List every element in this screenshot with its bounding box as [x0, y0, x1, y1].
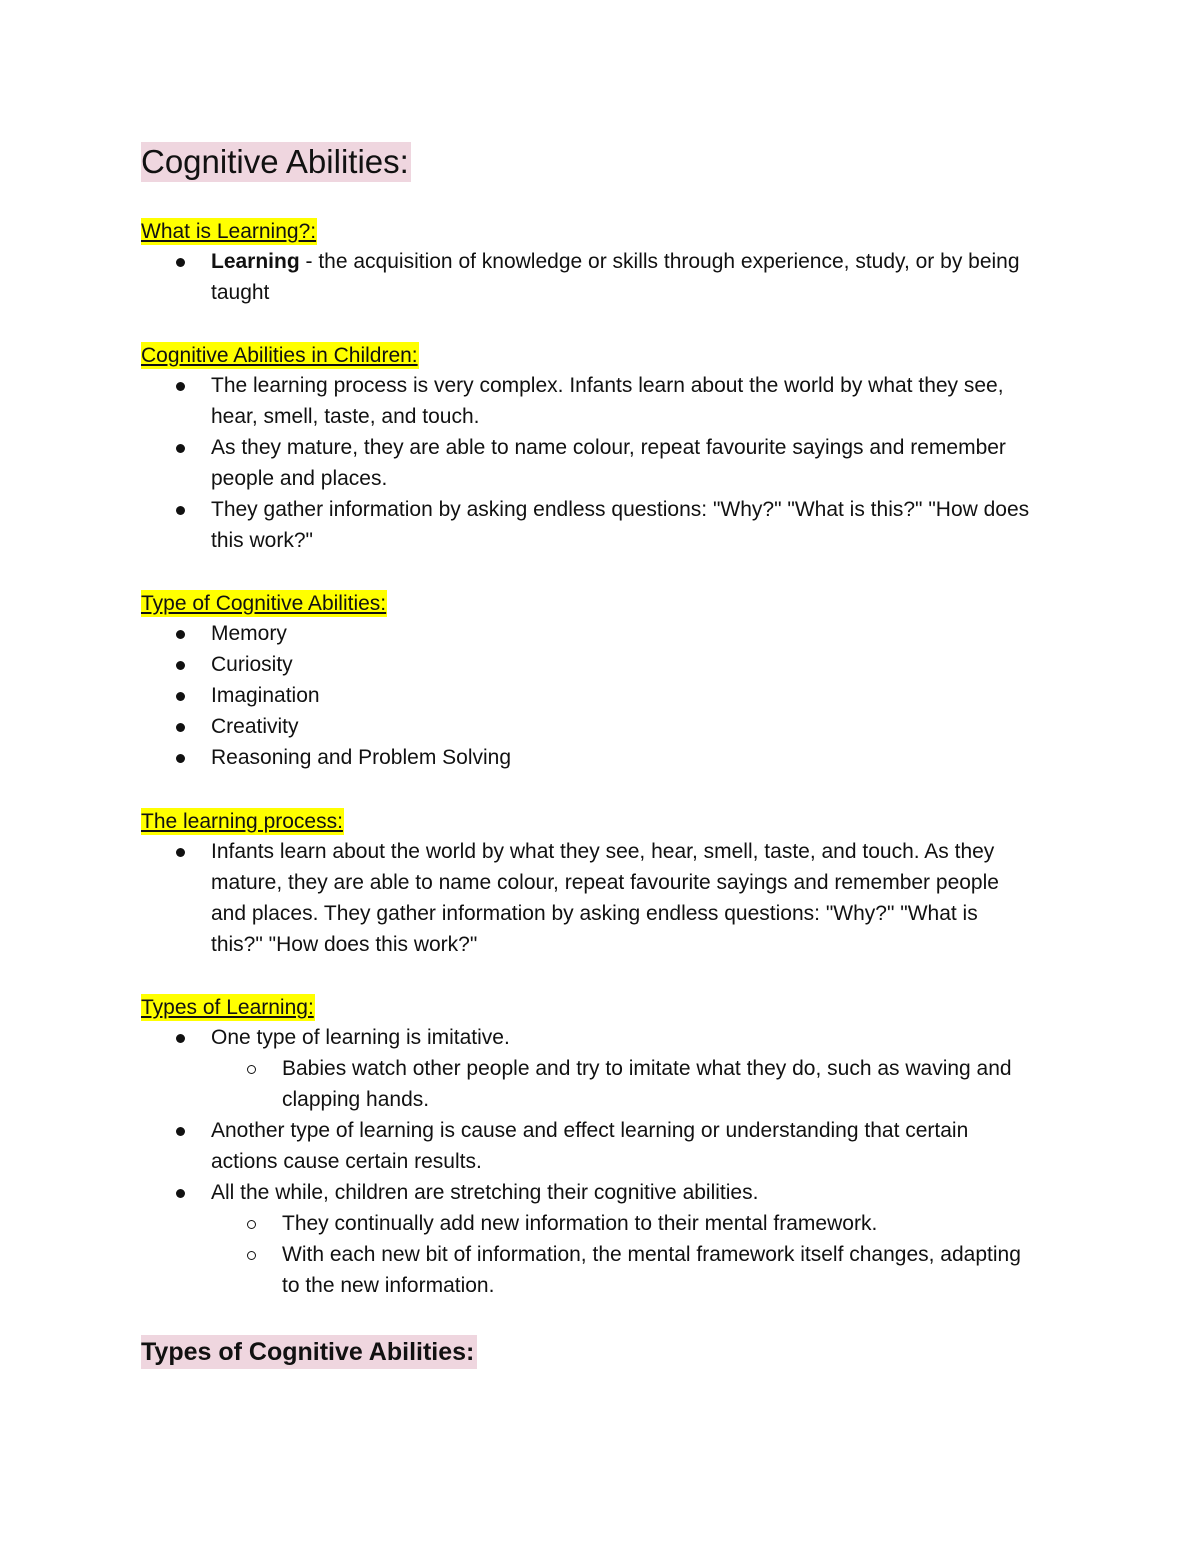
- list-item: [211, 246, 1031, 308]
- list-item-text: Imagination: [211, 684, 320, 707]
- section-heading-type-of-cognitive-abilities: Type of Cognitive Abilities:: [141, 592, 387, 615]
- list-item: [211, 618, 1031, 649]
- list-item-text: One type of learning is imitative.: [211, 1026, 510, 1049]
- bullet-icon: [176, 382, 185, 391]
- list-item-text: All the while, children are stretching their cognitive abilities.: [211, 1181, 759, 1204]
- list-item: [211, 711, 1031, 742]
- sub-list-item: [282, 1053, 1042, 1115]
- bullet-icon: [176, 848, 185, 857]
- bullet-icon: [176, 1189, 185, 1198]
- bullet-icon: [176, 258, 185, 267]
- list-item-text: Memory: [211, 622, 287, 645]
- list-item-text: With each new bit of information, the mental framework itself changes, adapting to the new information.: [282, 1243, 1021, 1297]
- list-item: [211, 432, 1031, 494]
- list-item-text: Infants learn about the world by what they see, hear, smell, taste, and touch. As they mature, they are able to name colour, repeat favourite sayings and remember people and places. They gather information by asking endless questions: "Why?" "What is this?" "How does this work?": [211, 840, 999, 956]
- bullet-icon: [176, 754, 185, 763]
- list-item-text: As they mature, they are able to name colour, repeat favourite sayings and remember people and places.: [211, 436, 1006, 490]
- bullet-icon: [176, 444, 185, 453]
- list-item-text: They continually add new information to their mental framework.: [282, 1212, 878, 1235]
- bullet-icon: [176, 506, 185, 515]
- list-item: [211, 742, 1031, 773]
- page-title: Cognitive Abilities:: [141, 143, 409, 180]
- list-item: [211, 1022, 1031, 1053]
- list-item-text: Babies watch other people and try to imitate what they do, such as waving and clapping hands.: [282, 1057, 1012, 1111]
- list-item: [211, 370, 1031, 432]
- bullet-icon: [176, 1127, 185, 1136]
- section-title-types-of-cognitive-abilities: Types of Cognitive Abilities:: [141, 1335, 477, 1369]
- section-heading-what-is-learning: What is Learning?:: [141, 220, 317, 243]
- list-item: [211, 680, 1031, 711]
- sub-list-item: [282, 1208, 1042, 1239]
- list-item-text: Creativity: [211, 715, 299, 738]
- list-item: [211, 649, 1031, 680]
- term-learning: Learning: [211, 250, 300, 273]
- list-item-text: The learning process is very complex. Infants learn about the world by what they see, hear, smell, taste, and touch.: [211, 374, 1004, 428]
- list-item-text: Another type of learning is cause and effect learning or understanding that certain actions cause certain results.: [211, 1119, 969, 1173]
- hollow-bullet-icon: [247, 1065, 256, 1074]
- bullet-icon: [176, 661, 185, 670]
- hollow-bullet-icon: [247, 1220, 256, 1229]
- section-heading-types-of-learning: Types of Learning:: [141, 996, 314, 1019]
- list-item: [211, 1177, 1031, 1208]
- hollow-bullet-icon: [247, 1251, 256, 1260]
- list-item-text: Curiosity: [211, 653, 293, 676]
- list-item: [211, 836, 1031, 960]
- list-item: [211, 494, 1031, 556]
- bullet-icon: [176, 692, 185, 701]
- bullet-icon: [176, 723, 185, 732]
- list-item-text: Reasoning and Problem Solving: [211, 746, 512, 769]
- sub-list-item: [282, 1239, 1042, 1301]
- definition-learning: - the acquisition of knowledge or skills through experience, study, or by being taught: [211, 250, 1020, 304]
- list-item-text: They gather information by asking endless questions: "Why?" "What is this?" "How does this work?": [211, 498, 1030, 552]
- section-heading-cognitive-abilities-in-children: Cognitive Abilities in Children:: [141, 344, 418, 367]
- list-item: [211, 1115, 1031, 1177]
- bullet-icon: [176, 1034, 185, 1043]
- section-heading-the-learning-process: The learning process:: [141, 810, 343, 833]
- bullet-icon: [176, 630, 185, 639]
